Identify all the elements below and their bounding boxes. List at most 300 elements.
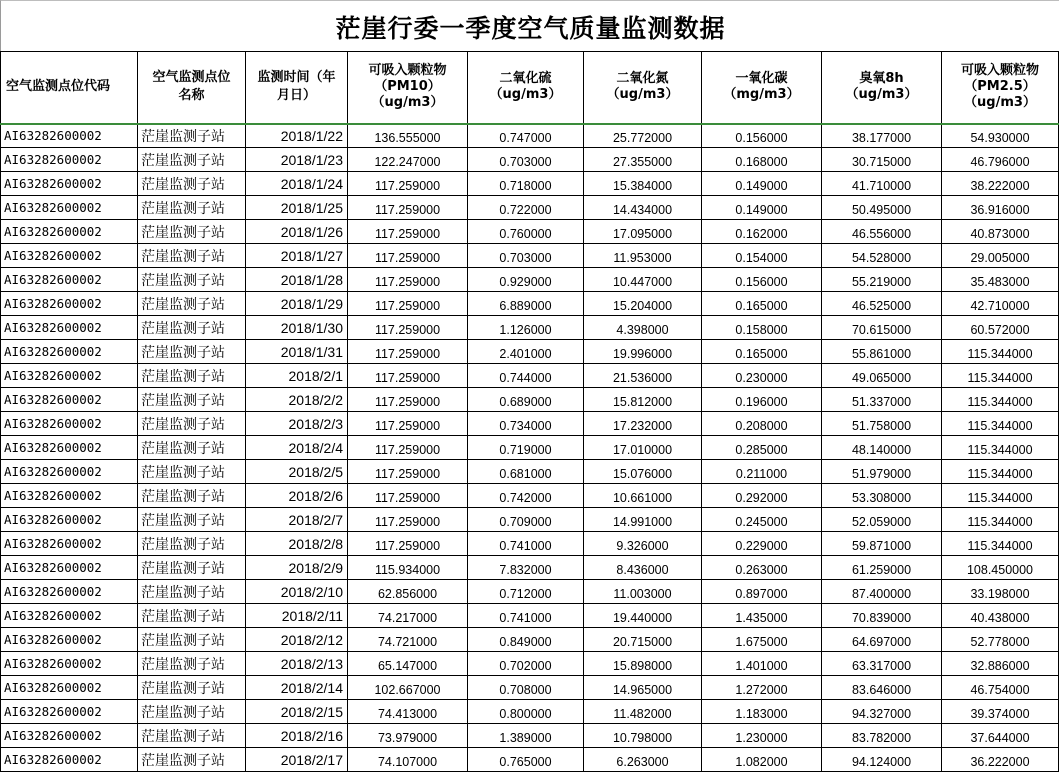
cell-so2[interactable]: 0.718000 [468,172,584,196]
cell-station-code[interactable]: AI63282600002 [1,700,138,724]
cell-no2[interactable]: 14.434000 [584,196,702,220]
cell-date[interactable]: 2018/1/31 [246,340,348,364]
cell-no2[interactable]: 10.661000 [584,484,702,508]
table-row [1,148,1059,172]
cell-station-code[interactable]: AI63282600002 [1,748,138,772]
cell-station-code[interactable]: AI63282600002 [1,436,138,460]
cell-co[interactable]: 0.263000 [702,556,822,580]
header-pm10[interactable] [348,52,468,124]
cell-co[interactable]: 1.675000 [702,628,822,652]
cell-station-code[interactable]: AI63282600002 [1,580,138,604]
cell-so2[interactable]: 0.709000 [468,508,584,532]
header-so2[interactable] [468,52,584,124]
cell-station-code[interactable]: AI63282600002 [1,676,138,700]
cell-pm10[interactable]: 117.259000 [348,196,468,220]
cell-station-code[interactable]: AI63282600002 [1,244,138,268]
cell-station-name[interactable]: 茫崖监测子站 [138,460,246,484]
cell-pm10[interactable]: 74.721000 [348,628,468,652]
header-line: （ug/m3） [606,87,679,103]
cell-no2[interactable]: 4.398000 [584,316,702,340]
header-line: （ug/m3） [489,87,562,103]
cell-pm25[interactable]: 115.344000 [942,508,1059,532]
cell-o3-8h[interactable]: 52.059000 [822,508,942,532]
cell-station-name[interactable]: 茫崖监测子站 [138,652,246,676]
cell-date[interactable]: 2018/2/13 [246,652,348,676]
cell-station-name[interactable]: 茫崖监测子站 [138,724,246,748]
table-row [1,172,1059,196]
cell-co[interactable]: 0.897000 [702,580,822,604]
cell-station-code[interactable]: AI63282600002 [1,292,138,316]
table-row [1,388,1059,412]
cell-station-name[interactable]: 茫崖监测子站 [138,556,246,580]
header-line: （mg/m3） [723,87,800,103]
header-line: （PM10） [374,79,441,95]
header-date[interactable] [246,52,348,124]
cell-so2[interactable]: 0.681000 [468,460,584,484]
cell-station-name[interactable]: 茫崖监测子站 [138,124,246,148]
cell-station-code[interactable]: AI63282600002 [1,388,138,412]
cell-date[interactable]: 2018/1/26 [246,220,348,244]
cell-so2[interactable]: 6.889000 [468,292,584,316]
table-row [1,532,1059,556]
cell-pm25[interactable]: 115.344000 [942,532,1059,556]
cell-so2[interactable]: 0.849000 [468,628,584,652]
cell-co[interactable]: 1.272000 [702,676,822,700]
table-row [1,124,1059,148]
header-line: 可吸入颗粒物 [960,63,1039,79]
cell-co[interactable]: 1.230000 [702,724,822,748]
cell-station-name[interactable]: 茫崖监测子站 [138,436,246,460]
cell-so2[interactable]: 0.747000 [468,124,584,148]
header-co[interactable] [702,52,822,124]
table-row [1,580,1059,604]
cell-o3-8h[interactable]: 46.525000 [822,292,942,316]
cell-no2[interactable]: 11.953000 [584,244,702,268]
cell-date[interactable]: 2018/1/27 [246,244,348,268]
cell-pm25[interactable]: 32.886000 [942,652,1059,676]
cell-o3-8h[interactable]: 83.646000 [822,676,942,700]
header-row [1,52,1059,124]
cell-pm10[interactable]: 117.259000 [348,340,468,364]
cell-station-name[interactable]: 茫崖监测子站 [138,220,246,244]
cell-station-name[interactable]: 茫崖监测子站 [138,580,246,604]
table-row [1,748,1059,772]
cell-station-name[interactable]: 茫崖监测子站 [138,484,246,508]
table-row [1,436,1059,460]
cell-co[interactable]: 0.165000 [702,292,822,316]
cell-co[interactable]: 0.196000 [702,388,822,412]
cell-pm25[interactable]: 37.644000 [942,724,1059,748]
cell-co[interactable]: 1.183000 [702,700,822,724]
cell-o3-8h[interactable]: 61.259000 [822,556,942,580]
cell-so2[interactable]: 0.744000 [468,364,584,388]
cell-station-code[interactable]: AI63282600002 [1,604,138,628]
cell-date[interactable]: 2018/2/11 [246,604,348,628]
cell-so2[interactable]: 0.741000 [468,532,584,556]
cell-co[interactable]: 0.156000 [702,124,822,148]
table-row [1,556,1059,580]
cell-pm10[interactable]: 73.979000 [348,724,468,748]
table-row [1,676,1059,700]
cell-station-name[interactable]: 茫崖监测子站 [138,532,246,556]
cell-pm25[interactable]: 52.778000 [942,628,1059,652]
header-line: （PM2.5） [964,79,1036,95]
cell-pm25[interactable]: 60.572000 [942,316,1059,340]
cell-co[interactable]: 1.082000 [702,748,822,772]
cell-station-code[interactable]: AI63282600002 [1,460,138,484]
header-o3-8h[interactable] [822,52,942,124]
cell-pm25[interactable]: 54.930000 [942,124,1059,148]
table-row [1,724,1059,748]
sheet-title: 茫崖行委一季度空气质量监测数据 [0,0,1060,52]
cell-co[interactable]: 0.230000 [702,364,822,388]
cell-pm10[interactable]: 117.259000 [348,172,468,196]
cell-co[interactable]: 0.165000 [702,340,822,364]
cell-o3-8h[interactable]: 41.710000 [822,172,942,196]
cell-o3-8h[interactable]: 48.140000 [822,436,942,460]
cell-co[interactable]: 0.229000 [702,532,822,556]
cell-date[interactable]: 2018/2/8 [246,532,348,556]
cell-co[interactable]: 0.158000 [702,316,822,340]
cell-no2[interactable]: 21.536000 [584,364,702,388]
cell-so2[interactable]: 0.741000 [468,604,584,628]
cell-so2[interactable]: 0.719000 [468,436,584,460]
cell-no2[interactable]: 10.798000 [584,724,702,748]
cell-o3-8h[interactable]: 30.715000 [822,148,942,172]
cell-date[interactable]: 2018/2/1 [246,364,348,388]
cell-date[interactable]: 2018/2/12 [246,628,348,652]
table-row [1,244,1059,268]
cell-pm25[interactable]: 38.222000 [942,172,1059,196]
cell-station-code[interactable]: AI63282600002 [1,364,138,388]
cell-pm10[interactable]: 117.259000 [348,268,468,292]
cell-so2[interactable]: 0.689000 [468,388,584,412]
table-row [1,508,1059,532]
cell-date[interactable]: 2018/2/2 [246,388,348,412]
cell-pm10[interactable]: 117.259000 [348,244,468,268]
cell-station-code[interactable]: AI63282600002 [1,532,138,556]
cell-o3-8h[interactable]: 83.782000 [822,724,942,748]
cell-pm10[interactable]: 62.856000 [348,580,468,604]
cell-co[interactable]: 1.401000 [702,652,822,676]
header-line: 一氧化碳 [735,71,788,87]
cell-station-code[interactable]: AI63282600002 [1,268,138,292]
cell-station-name[interactable]: 茫崖监测子站 [138,364,246,388]
cell-o3-8h[interactable]: 50.495000 [822,196,942,220]
header-line: 可吸入颗粒物 [368,63,447,79]
cell-pm25[interactable]: 42.710000 [942,292,1059,316]
cell-station-name[interactable]: 茫崖监测子站 [138,628,246,652]
cell-so2[interactable]: 2.401000 [468,340,584,364]
cell-pm10[interactable]: 65.147000 [348,652,468,676]
cell-co[interactable]: 0.149000 [702,172,822,196]
table-row [1,340,1059,364]
table-row [1,316,1059,340]
cell-o3-8h[interactable]: 51.979000 [822,460,942,484]
cell-pm10[interactable]: 117.259000 [348,364,468,388]
cell-pm25[interactable]: 46.796000 [942,148,1059,172]
cell-station-name[interactable]: 茫崖监测子站 [138,148,246,172]
cell-no2[interactable]: 19.996000 [584,340,702,364]
cell-pm10[interactable]: 102.667000 [348,676,468,700]
cell-station-name[interactable]: 茫崖监测子站 [138,748,246,772]
cell-no2[interactable]: 14.991000 [584,508,702,532]
cell-so2[interactable]: 0.734000 [468,412,584,436]
cell-pm25[interactable]: 39.374000 [942,700,1059,724]
cell-pm25[interactable]: 35.483000 [942,268,1059,292]
cell-no2[interactable]: 20.715000 [584,628,702,652]
table-body [1,124,1059,772]
cell-pm25[interactable]: 108.450000 [942,556,1059,580]
cell-pm25[interactable]: 115.344000 [942,412,1059,436]
cell-pm10[interactable]: 117.259000 [348,484,468,508]
cell-station-code[interactable]: AI63282600002 [1,196,138,220]
table-row [1,412,1059,436]
cell-so2[interactable]: 0.702000 [468,652,584,676]
cell-no2[interactable]: 19.440000 [584,604,702,628]
cell-so2[interactable]: 0.708000 [468,676,584,700]
cell-o3-8h[interactable]: 49.065000 [822,364,942,388]
cell-no2[interactable]: 10.447000 [584,268,702,292]
cell-no2[interactable]: 15.204000 [584,292,702,316]
cell-co[interactable]: 1.435000 [702,604,822,628]
cell-station-name[interactable]: 茫崖监测子站 [138,388,246,412]
cell-pm10[interactable]: 117.259000 [348,460,468,484]
cell-so2[interactable]: 0.703000 [468,148,584,172]
cell-o3-8h[interactable]: 59.871000 [822,532,942,556]
cell-station-name[interactable]: 茫崖监测子站 [138,340,246,364]
cell-no2[interactable]: 27.355000 [584,148,702,172]
header-code[interactable] [1,52,138,124]
cell-station-name[interactable]: 茫崖监测子站 [138,196,246,220]
cell-co[interactable]: 0.208000 [702,412,822,436]
header-line: 二氧化氮 [616,71,669,87]
header-line: （ug/m3） [964,95,1036,111]
cell-no2[interactable]: 15.812000 [584,388,702,412]
cell-station-name[interactable]: 茫崖监测子站 [138,292,246,316]
cell-date[interactable]: 2018/2/3 [246,412,348,436]
cell-pm25[interactable]: 115.344000 [942,460,1059,484]
cell-no2[interactable]: 17.010000 [584,436,702,460]
cell-station-code[interactable]: AI63282600002 [1,340,138,364]
cell-o3-8h[interactable]: 53.308000 [822,484,942,508]
header-no2[interactable] [584,52,702,124]
header-line: 名称 [178,88,205,104]
cell-station-code[interactable]: AI63282600002 [1,172,138,196]
table-row [1,652,1059,676]
cell-no2[interactable]: 17.095000 [584,220,702,244]
cell-so2[interactable]: 0.703000 [468,244,584,268]
table-row [1,292,1059,316]
cell-station-code[interactable]: AI63282600002 [1,556,138,580]
cell-date[interactable]: 2018/2/15 [246,700,348,724]
cell-no2[interactable]: 15.898000 [584,652,702,676]
cell-pm10[interactable]: 117.259000 [348,388,468,412]
cell-date[interactable]: 2018/2/5 [246,460,348,484]
cell-pm10[interactable]: 136.555000 [348,124,468,148]
cell-pm25[interactable]: 115.344000 [942,340,1059,364]
cell-pm10[interactable]: 115.934000 [348,556,468,580]
cell-pm25[interactable]: 40.438000 [942,604,1059,628]
table-row [1,628,1059,652]
header-line: 二氧化硫 [499,71,552,87]
cell-pm25[interactable]: 115.344000 [942,436,1059,460]
cell-pm25[interactable]: 29.005000 [942,244,1059,268]
cell-date[interactable]: 2018/2/14 [246,676,348,700]
cell-o3-8h[interactable]: 46.556000 [822,220,942,244]
table-row [1,484,1059,508]
cell-date[interactable]: 2018/1/28 [246,268,348,292]
cell-station-name[interactable]: 茫崖监测子站 [138,676,246,700]
cell-station-code[interactable]: AI63282600002 [1,412,138,436]
cell-no2[interactable]: 8.436000 [584,556,702,580]
table-row [1,604,1059,628]
cell-pm25[interactable]: 36.916000 [942,196,1059,220]
cell-pm25[interactable]: 115.344000 [942,484,1059,508]
cell-pm10[interactable]: 117.259000 [348,220,468,244]
table-row [1,700,1059,724]
header-station-name[interactable] [138,52,246,124]
cell-date[interactable]: 2018/1/30 [246,316,348,340]
cell-station-code[interactable]: AI63282600002 [1,148,138,172]
data-table [0,51,1059,772]
cell-date[interactable]: 2018/1/29 [246,292,348,316]
cell-pm10[interactable]: 117.259000 [348,316,468,340]
cell-date[interactable]: 2018/2/9 [246,556,348,580]
header-line: （ug/m3） [371,95,444,111]
cell-o3-8h[interactable]: 63.317000 [822,652,942,676]
cell-so2[interactable]: 1.126000 [468,316,584,340]
table-row [1,364,1059,388]
cell-no2[interactable]: 15.384000 [584,172,702,196]
cell-no2[interactable]: 25.772000 [584,124,702,148]
cell-station-code[interactable]: AI63282600002 [1,124,138,148]
cell-no2[interactable]: 6.263000 [584,748,702,772]
cell-pm10[interactable]: 117.259000 [348,292,468,316]
cell-date[interactable]: 2018/2/4 [246,436,348,460]
cell-co[interactable]: 0.245000 [702,508,822,532]
cell-co[interactable]: 0.292000 [702,484,822,508]
cell-station-name[interactable]: 茫崖监测子站 [138,604,246,628]
cell-pm10[interactable]: 117.259000 [348,436,468,460]
cell-o3-8h[interactable]: 64.697000 [822,628,942,652]
cell-o3-8h[interactable]: 54.528000 [822,244,942,268]
cell-pm25[interactable]: 115.344000 [942,364,1059,388]
cell-station-code[interactable]: AI63282600002 [1,220,138,244]
cell-o3-8h[interactable]: 94.327000 [822,700,942,724]
cell-so2[interactable]: 0.800000 [468,700,584,724]
cell-station-name[interactable]: 茫崖监测子站 [138,172,246,196]
cell-o3-8h[interactable]: 51.337000 [822,388,942,412]
cell-o3-8h[interactable]: 87.400000 [822,580,942,604]
cell-pm25[interactable]: 115.344000 [942,388,1059,412]
cell-co[interactable]: 0.211000 [702,460,822,484]
cell-pm10[interactable]: 74.217000 [348,604,468,628]
cell-co[interactable]: 0.149000 [702,196,822,220]
cell-station-code[interactable]: AI63282600002 [1,724,138,748]
cell-so2[interactable]: 0.712000 [468,580,584,604]
cell-station-name[interactable]: 茫崖监测子站 [138,700,246,724]
header-line: 空气监测点位 [152,70,231,86]
cell-so2[interactable]: 7.832000 [468,556,584,580]
cell-so2[interactable]: 0.765000 [468,748,584,772]
cell-co[interactable]: 0.285000 [702,436,822,460]
cell-date[interactable]: 2018/2/7 [246,508,348,532]
cell-date[interactable]: 2018/2/10 [246,580,348,604]
cell-o3-8h[interactable]: 70.839000 [822,604,942,628]
cell-pm10[interactable]: 74.413000 [348,700,468,724]
cell-station-code[interactable]: AI63282600002 [1,628,138,652]
cell-so2[interactable]: 0.760000 [468,220,584,244]
cell-pm25[interactable]: 46.754000 [942,676,1059,700]
cell-station-name[interactable]: 茫崖监测子站 [138,412,246,436]
table-row [1,220,1059,244]
cell-co[interactable]: 0.156000 [702,268,822,292]
cell-no2[interactable]: 15.076000 [584,460,702,484]
cell-date[interactable]: 2018/2/16 [246,724,348,748]
cell-date[interactable]: 2018/2/6 [246,484,348,508]
cell-pm25[interactable]: 40.873000 [942,220,1059,244]
cell-date[interactable]: 2018/1/25 [246,196,348,220]
cell-pm10[interactable]: 74.107000 [348,748,468,772]
cell-co[interactable]: 0.168000 [702,148,822,172]
cell-pm10[interactable]: 117.259000 [348,412,468,436]
cell-o3-8h[interactable]: 55.219000 [822,268,942,292]
cell-date[interactable]: 2018/1/22 [246,124,348,148]
cell-no2[interactable]: 9.326000 [584,532,702,556]
table-row [1,460,1059,484]
header-line: 监测时间（年 [257,70,336,86]
cell-co[interactable]: 0.154000 [702,244,822,268]
cell-station-name[interactable]: 茫崖监测子站 [138,316,246,340]
cell-o3-8h[interactable]: 55.861000 [822,340,942,364]
cell-o3-8h[interactable]: 94.124000 [822,748,942,772]
cell-date[interactable]: 2018/2/17 [246,748,348,772]
cell-no2[interactable]: 14.965000 [584,676,702,700]
cell-date[interactable]: 2018/1/24 [246,172,348,196]
cell-station-code[interactable]: AI63282600002 [1,316,138,340]
header-line: 臭氧8h [859,71,904,87]
cell-so2[interactable]: 0.742000 [468,484,584,508]
cell-no2[interactable]: 11.003000 [584,580,702,604]
cell-o3-8h[interactable]: 51.758000 [822,412,942,436]
cell-pm25[interactable]: 33.198000 [942,580,1059,604]
cell-station-name[interactable]: 茫崖监测子站 [138,508,246,532]
cell-no2[interactable]: 17.232000 [584,412,702,436]
cell-date[interactable]: 2018/1/23 [246,148,348,172]
cell-o3-8h[interactable]: 38.177000 [822,124,942,148]
cell-pm25[interactable]: 36.222000 [942,748,1059,772]
cell-so2[interactable]: 0.722000 [468,196,584,220]
header-line: 空气监测点位代码 [6,79,111,95]
cell-pm10[interactable]: 122.247000 [348,148,468,172]
cell-no2[interactable]: 11.482000 [584,700,702,724]
cell-co[interactable]: 0.162000 [702,220,822,244]
cell-station-code[interactable]: AI63282600002 [1,484,138,508]
cell-station-name[interactable]: 茫崖监测子站 [138,268,246,292]
header-pm25[interactable] [942,52,1059,124]
cell-pm10[interactable]: 117.259000 [348,532,468,556]
header-line: （ug/m3） [845,87,918,103]
cell-so2[interactable]: 1.389000 [468,724,584,748]
cell-station-code[interactable]: AI63282600002 [1,652,138,676]
cell-so2[interactable]: 0.929000 [468,268,584,292]
cell-pm10[interactable]: 117.259000 [348,508,468,532]
cell-station-code[interactable]: AI63282600002 [1,508,138,532]
cell-o3-8h[interactable]: 70.615000 [822,316,942,340]
table-row [1,268,1059,292]
cell-station-name[interactable]: 茫崖监测子站 [138,244,246,268]
